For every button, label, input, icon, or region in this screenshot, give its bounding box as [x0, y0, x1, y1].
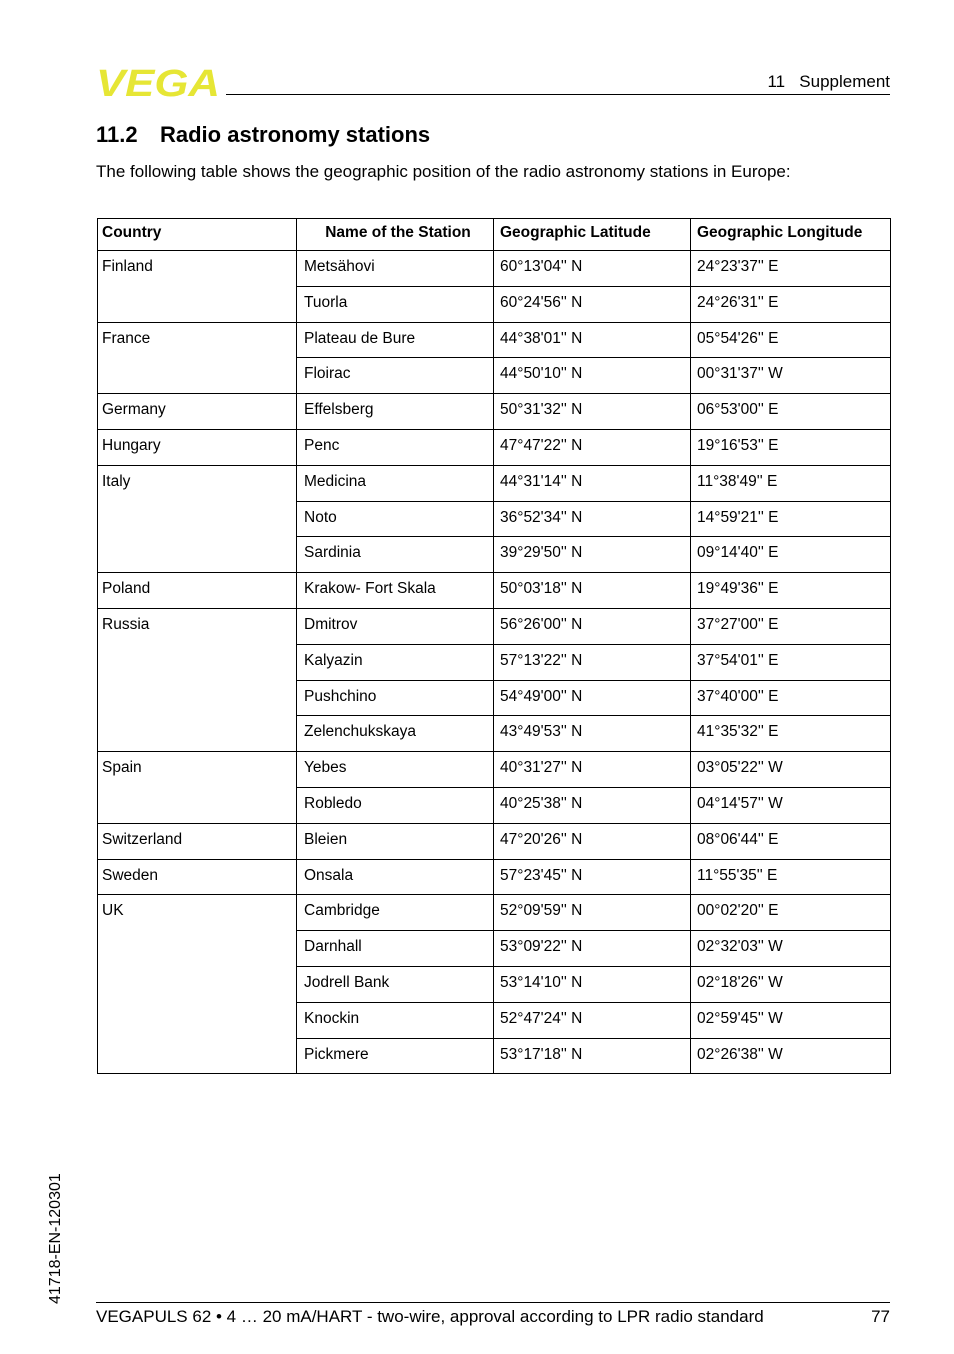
- latitude-cell: 60°24'56'' N: [494, 286, 691, 322]
- station-name-cell: Bleien: [297, 823, 494, 859]
- vega-logo: [96, 66, 220, 98]
- longitude-cell: 24°23'37'' E: [691, 251, 891, 287]
- longitude-cell: 37°40'00'' E: [691, 680, 891, 716]
- table-row: [98, 394, 891, 430]
- table-body: [98, 251, 891, 1074]
- station-name-cell: Knockin: [297, 1002, 494, 1038]
- longitude-cell: 24°26'31'' E: [691, 286, 891, 322]
- header-longitude: Geographic Longitude: [691, 219, 891, 251]
- table-row: [98, 895, 891, 931]
- station-name-cell: Noto: [297, 501, 494, 537]
- country-cell: France: [98, 322, 297, 394]
- station-name-cell: Medicina: [297, 465, 494, 501]
- latitude-cell: 50°03'18'' N: [494, 573, 691, 609]
- intro-paragraph: The following table shows the geographic position of the radio astronomy stations in Europe:: [96, 162, 791, 181]
- latitude-cell: 53°09'22'' N: [494, 931, 691, 967]
- country-cell: Germany: [98, 394, 297, 430]
- station-name-cell: Pushchino: [297, 680, 494, 716]
- latitude-cell: 36°52'34'' N: [494, 501, 691, 537]
- header-country: Country: [98, 219, 297, 251]
- station-name-cell: Plateau de Bure: [297, 322, 494, 358]
- station-name-cell: Floirac: [297, 358, 494, 394]
- station-name-cell: Jodrell Bank: [297, 966, 494, 1002]
- latitude-cell: 44°31'14'' N: [494, 465, 691, 501]
- station-name-cell: Sardinia: [297, 537, 494, 573]
- latitude-cell: 52°47'24'' N: [494, 1002, 691, 1038]
- station-name-cell: Metsähovi: [297, 251, 494, 287]
- country-cell: Hungary: [98, 429, 297, 465]
- header-rule: [226, 94, 890, 95]
- country-cell: UK: [98, 895, 297, 1074]
- station-name-cell: Tuorla: [297, 286, 494, 322]
- section-number: 11.2: [96, 122, 138, 147]
- document-number: 41718-EN-120301: [47, 1173, 64, 1304]
- longitude-cell: 11°55'35'' E: [691, 859, 891, 895]
- longitude-cell: 02°26'38'' W: [691, 1038, 891, 1074]
- longitude-cell: 05°54'26'' E: [691, 322, 891, 358]
- latitude-cell: 56°26'00'' N: [494, 608, 691, 644]
- station-name-cell: Onsala: [297, 859, 494, 895]
- longitude-cell: 41°35'32'' E: [691, 716, 891, 752]
- country-cell: Sweden: [98, 859, 297, 895]
- station-name-cell: Krakow- Fort Skala: [297, 573, 494, 609]
- header-section-label: 11 Supplement: [767, 72, 890, 91]
- table-row: [98, 752, 891, 788]
- longitude-cell: 03°05'22'' W: [691, 752, 891, 788]
- page-number: 77: [871, 1307, 890, 1326]
- longitude-cell: 02°59'45'' W: [691, 1002, 891, 1038]
- longitude-cell: 02°32'03'' W: [691, 931, 891, 967]
- station-name-cell: Effelsberg: [297, 394, 494, 430]
- longitude-cell: 08°06'44'' E: [691, 823, 891, 859]
- latitude-cell: 39°29'50'' N: [494, 537, 691, 573]
- longitude-cell: 37°27'00'' E: [691, 608, 891, 644]
- station-name-cell: Dmitrov: [297, 608, 494, 644]
- station-name-cell: Pickmere: [297, 1038, 494, 1074]
- latitude-cell: 57°13'22'' N: [494, 644, 691, 680]
- latitude-cell: 54°49'00'' N: [494, 680, 691, 716]
- latitude-cell: 40°31'27'' N: [494, 752, 691, 788]
- table-row: [98, 859, 891, 895]
- country-cell: Russia: [98, 608, 297, 751]
- country-cell: Italy: [98, 465, 297, 572]
- footer-rule: [96, 1302, 890, 1303]
- station-name-cell: Robledo: [297, 787, 494, 823]
- station-name-cell: Cambridge: [297, 895, 494, 931]
- station-name-cell: Zelenchukskaya: [297, 716, 494, 752]
- header-latitude: Geographic Latitude: [494, 219, 691, 251]
- table-row: [98, 251, 891, 287]
- latitude-cell: 47°47'22'' N: [494, 429, 691, 465]
- longitude-cell: 11°38'49'' E: [691, 465, 891, 501]
- latitude-cell: 50°31'32'' N: [494, 394, 691, 430]
- latitude-cell: 47°20'26'' N: [494, 823, 691, 859]
- table-header-row: [98, 219, 891, 251]
- latitude-cell: 44°38'01'' N: [494, 322, 691, 358]
- longitude-cell: 09°14'40'' E: [691, 537, 891, 573]
- longitude-cell: 04°14'57'' W: [691, 787, 891, 823]
- station-name-cell: Yebes: [297, 752, 494, 788]
- station-name-cell: Penc: [297, 429, 494, 465]
- longitude-cell: 02°18'26'' W: [691, 966, 891, 1002]
- section-title: [96, 122, 430, 148]
- latitude-cell: 53°17'18'' N: [494, 1038, 691, 1074]
- longitude-cell: 00°31'37'' W: [691, 358, 891, 394]
- latitude-cell: 44°50'10'' N: [494, 358, 691, 394]
- table-row: [98, 608, 891, 644]
- longitude-cell: 19°16'53'' E: [691, 429, 891, 465]
- footer-text: VEGAPULS 62 • 4 … 20 mA/HART - two-wire, approval according to LPR radio standard: [96, 1307, 764, 1326]
- country-cell: Spain: [98, 752, 297, 824]
- longitude-cell: 14°59'21'' E: [691, 501, 891, 537]
- latitude-cell: 60°13'04'' N: [494, 251, 691, 287]
- table-row: [98, 322, 891, 358]
- table-row: [98, 465, 891, 501]
- radio-stations-table: [97, 218, 891, 1074]
- table-row: [98, 429, 891, 465]
- longitude-cell: 37°54'01'' E: [691, 644, 891, 680]
- table-row: [98, 823, 891, 859]
- country-cell: Finland: [98, 251, 297, 323]
- header-station: Name of the Station: [297, 219, 494, 251]
- latitude-cell: 40°25'38'' N: [494, 787, 691, 823]
- table-row: [98, 573, 891, 609]
- station-name-cell: Kalyazin: [297, 644, 494, 680]
- latitude-cell: 53°14'10'' N: [494, 966, 691, 1002]
- longitude-cell: 00°02'20'' E: [691, 895, 891, 931]
- longitude-cell: 06°53'00'' E: [691, 394, 891, 430]
- country-cell: Switzerland: [98, 823, 297, 859]
- section-title-text: Radio astronomy stations: [160, 122, 431, 147]
- longitude-cell: 19°49'36'' E: [691, 573, 891, 609]
- country-cell: Poland: [98, 573, 297, 609]
- latitude-cell: 52°09'59'' N: [494, 895, 691, 931]
- station-name-cell: Darnhall: [297, 931, 494, 967]
- latitude-cell: 43°49'53'' N: [494, 716, 691, 752]
- vega-logo-text: VEGA: [96, 66, 220, 98]
- latitude-cell: 57°23'45'' N: [494, 859, 691, 895]
